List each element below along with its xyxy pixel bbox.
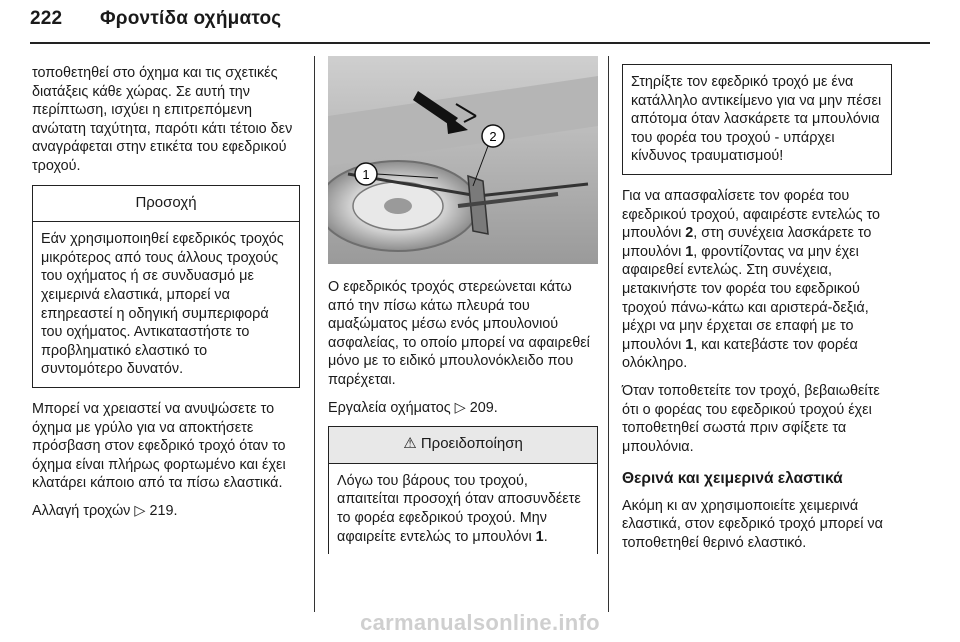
intro-paragraph: τοποθετηθεί στο όχημα και τις σχετικές διατάξεις κάθε χώρας. Σε αυτή την περίπτωση, ισχύει η επιτρεπόμενη ανώτατη ταχύτητα, παρότι κάτι τέτοιο δεν αναγράφεται στην ετικέτα του εφεδρικού τροχού. [32,65,293,174]
column-2 [328,64,598,566]
jack-paragraph: Μπορεί να χρειαστεί να ανυψώσετε το όχημα με γρύλο για να αποκτήσετε πρόσβαση στον εφεδρικό τροχό όταν το όχημα είναι πλήρως φορτωμένο και έχει κλατάρει κάποιο από τα πίσω ελαστικά. [32,400,286,492]
reference-page: 219. [149,502,178,519]
warning-body: Λόγω του βάρους του τροχού, απαιτείται προσοχή όταν αποσυνδέετε το φορέα εφεδρικού τροχού. Μην αφαιρείτε εντελώς το μπουλόνι 1. [337,472,581,545]
fitting-wheel-paragraph: Όταν τοποθετείτε τον τροχό, βεβαιωθείτε ότι ο φορέας του εφεδρικού τροχού έχει τοποθετηθεί σωστά πριν σφίξετε τα μπουλόνια. [622,382,880,455]
header-rule [30,42,930,44]
column-divider-2 [608,56,609,612]
callout-2: 2 [489,129,497,144]
release-carrier-paragraph: Για να απασφαλίσετε τον φορέα του εφεδρικού τροχού, αφαιρέστε εντελώς το μπουλόνι 2, στη συνέχεια λασκάρετε το μπουλόνι 1, φροντίζοντας να μην έχει αφαιρεθεί εντελώς. Στη συνέχεια, μετακινήστε τον φορέα του εφεδρικού τροχού πάνω-κάτω και αριστερά-δεξιά, μέχρι να μην έρχεται σε επαφή με το μπουλόνι 1, και κατεβάστε τον φορέα ολόκληρο. [622,187,881,372]
cross-reference-vehicle-tools[interactable] [328,399,598,418]
column-3 [622,64,892,562]
summer-winter-tyres-paragraph: Ακόμη κι αν χρησιμοποιείτε χειμερινά ελαστικά, στον εφεδρικό τροχό μπορεί να τοποθετηθεί θερινό ελαστικό. [622,497,883,552]
support-wheel-text: Στηρίξτε τον εφεδρικό τροχό με ένα κατάλληλο αντικείμενο για να μην πέσει απότομα όταν λασκάρετε τα μπουλόνια του φορέα του τροχού - υπάρχει κίνδυνος τραυματισμού! [631,74,882,165]
callout-1: 1 [362,167,370,182]
reference-page: 209. [469,399,498,416]
watermark: carmanualsonline.info [360,610,600,635]
page-ref-icon: ▷ [134,502,146,519]
page-header [30,8,281,30]
page-number: 222 [30,8,63,29]
caution-body: Εάν χρησιμοποιηθεί εφεδρικός τροχός μικρότερος από τους άλλους τροχούς του οχήματος ή σε συνδυασμό με χειμερινά ελαστικά, μπορεί να επηρεαστεί η οδηγική συμπεριφορά του οχήματος. Αντικαταστήστε το προβληματικό ελαστικό το συντομότερο δυνατόν. [41,231,284,378]
reference-text: Εργαλεία οχήματος [328,399,451,416]
page-title: Φροντίδα οχήματος [100,8,282,29]
page-ref-icon: ▷ [454,399,466,416]
warning-header [329,427,597,464]
caution-title: Προσοχή [33,186,299,223]
cross-reference-wheel-change[interactable] [32,502,300,521]
warning-box [328,426,598,554]
support-wheel-box [622,64,892,175]
section-heading: Θερινά και χειμερινά ελαστικά [622,470,843,488]
warning-triangle-icon: ⚠ [403,435,417,453]
caution-box [32,185,300,388]
column-divider-1 [314,56,315,612]
reference-text: Αλλαγή τροχών [32,502,131,519]
warning-title: Προειδοποίηση [420,435,523,453]
column-1 [32,64,300,529]
spare-wheel-mount-paragraph: Ο εφεδρικός τροχός στερεώνεται κάτω από την πίσω κάτω πλευρά του αμαξώματος μέσω ενός μπουλονιού ασφαλείας, το οποίο μπορεί να αφαιρεθεί μόνο με το ειδικό μπουλονόκλειδο που παρέχεται. [328,279,590,388]
spare-wheel-illustration [328,56,598,264]
